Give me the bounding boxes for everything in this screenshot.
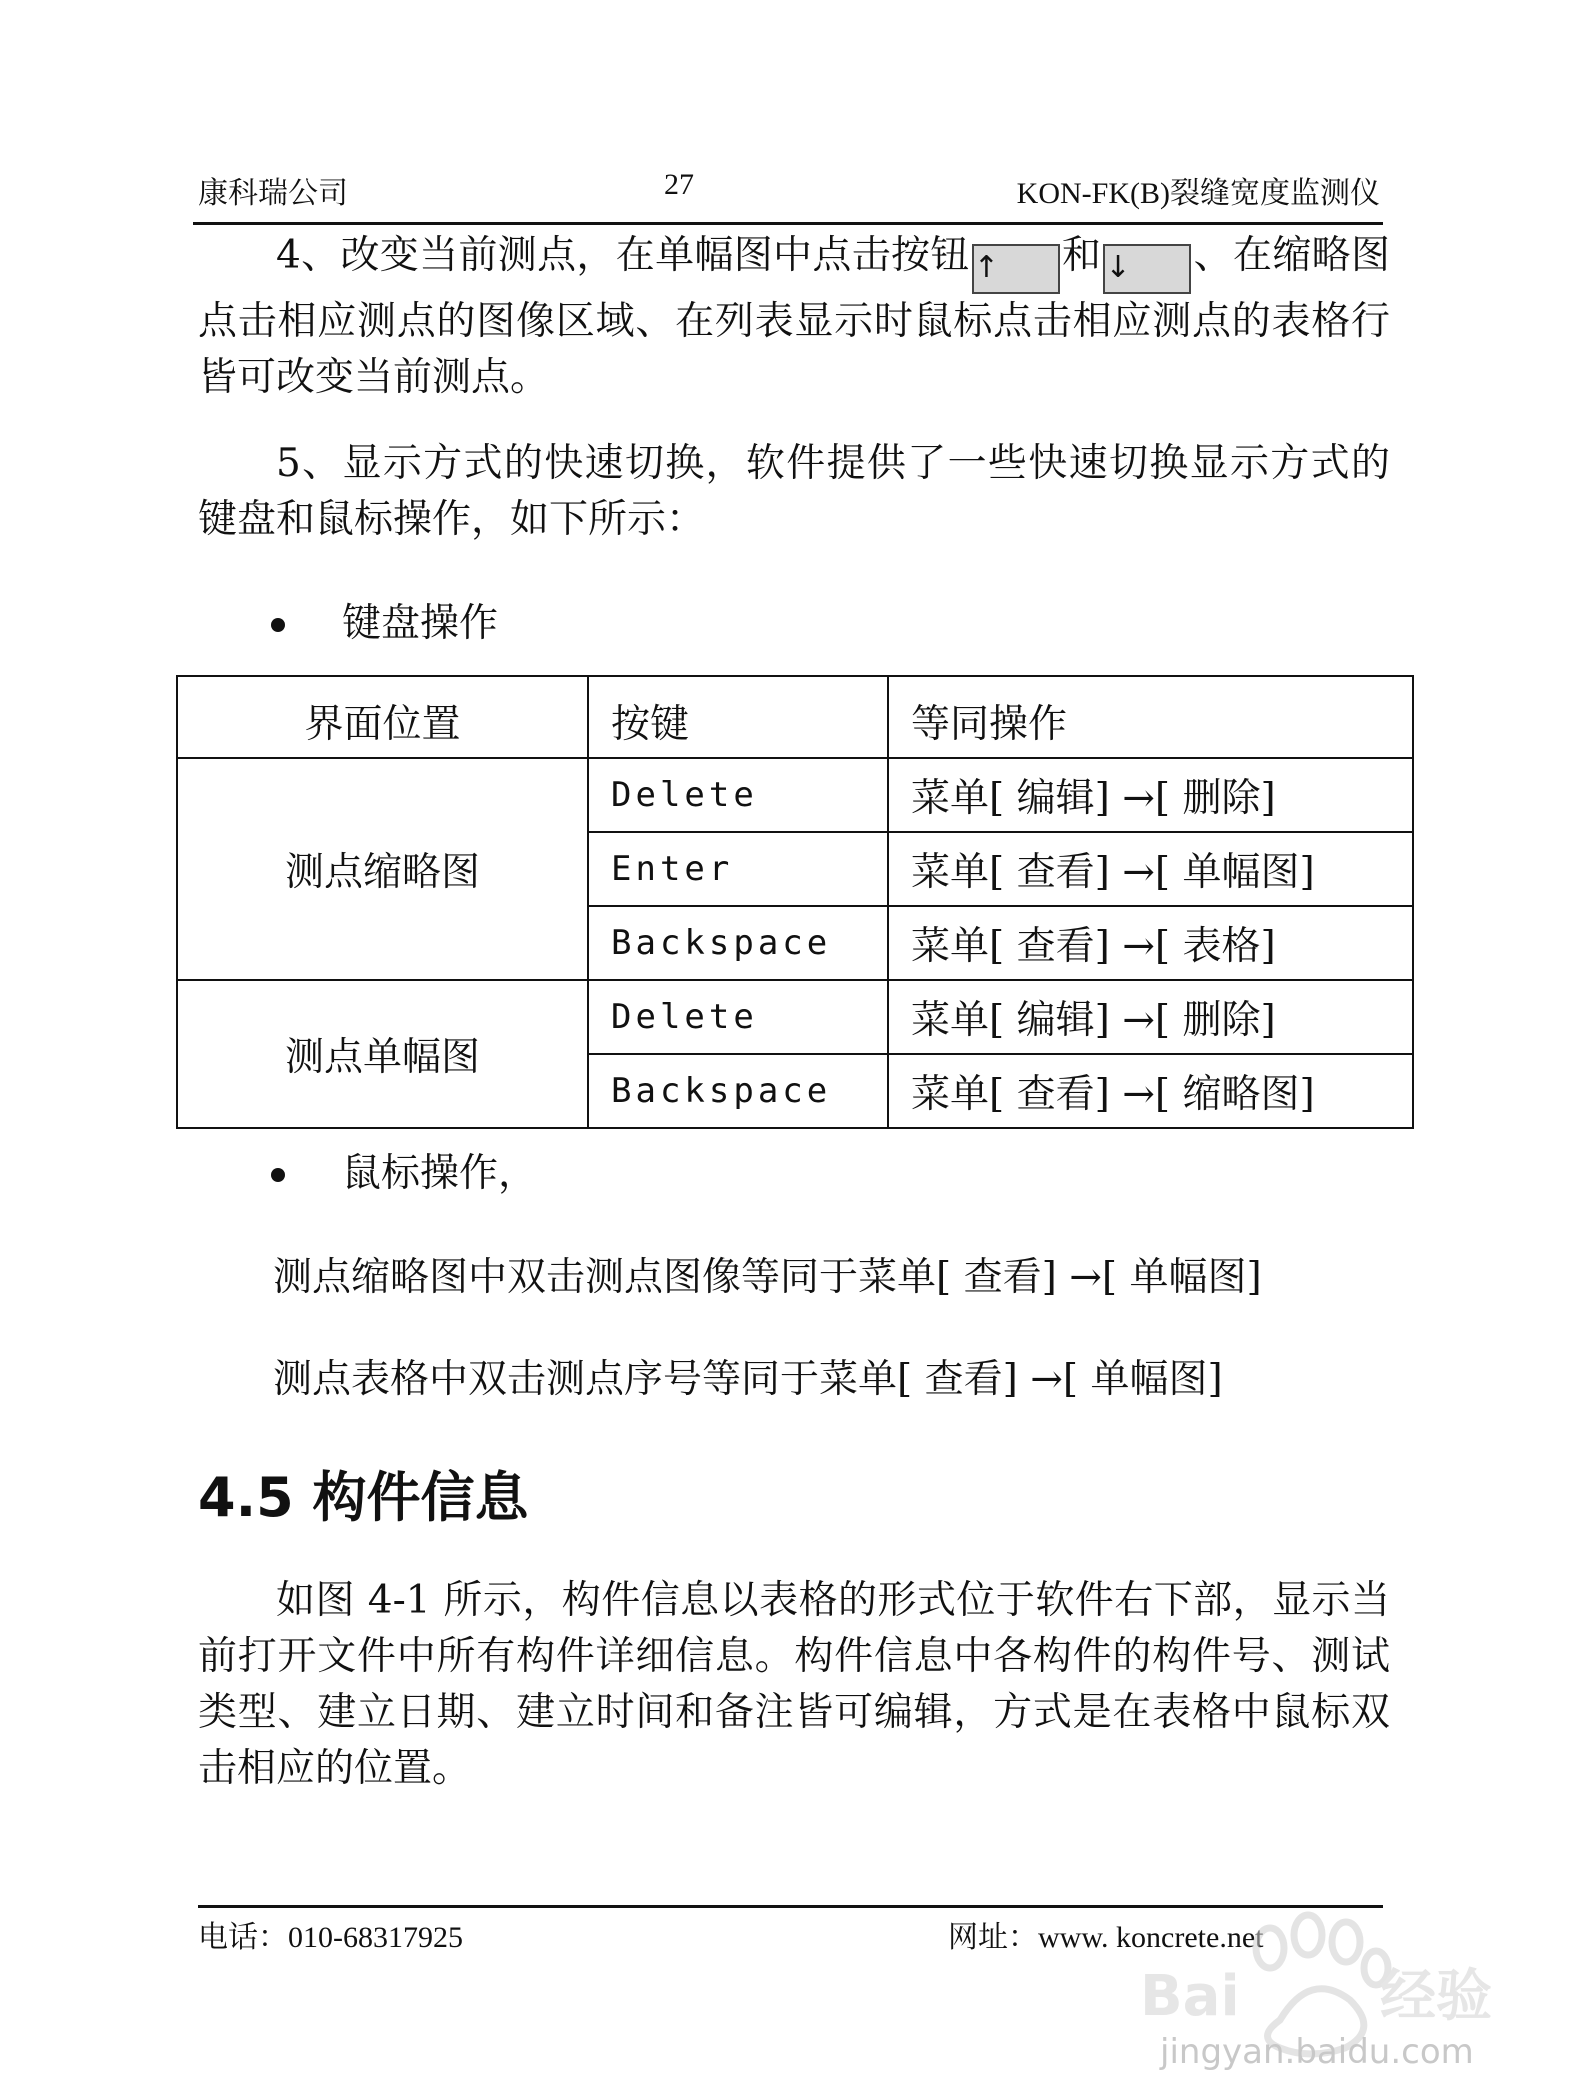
key-cell: Backspace xyxy=(588,1054,888,1128)
mouse-operation-line: 测点表格中双击测点序号等同于菜单[ 查看] →[ 单幅图] xyxy=(273,1357,1223,1402)
header-location: 界面位置 xyxy=(177,676,588,758)
footer-phone: 电话：010-68317925 xyxy=(198,1921,463,1954)
key-cell: Delete xyxy=(588,758,888,832)
action-cell: 菜单[ 查看] →[ 单幅图] xyxy=(888,832,1413,906)
location-cell: 测点单幅图 xyxy=(177,980,588,1128)
keyboard-shortcuts-table xyxy=(176,675,1414,1129)
footer-website: 网址：www. koncrete.net xyxy=(948,1921,1264,1954)
up-arrow-button[interactable]: ↑ xyxy=(972,244,1060,294)
action-cell: 菜单[ 查看] →[ 表格] xyxy=(888,906,1413,980)
mouse-operation-line: 测点缩略图中双击测点图像等同于菜单[ 查看] →[ 单幅图] xyxy=(273,1255,1262,1300)
header-action: 等同操作 xyxy=(888,676,1413,758)
header-rule xyxy=(193,222,1383,225)
header-product: KON-FK(B)裂缝宽度监测仪 xyxy=(1016,177,1380,210)
down-arrow-button[interactable]: ↓ xyxy=(1103,244,1191,294)
paragraph-4-text-a: 4、改变当前测点，在单幅图中点击按钮 xyxy=(276,233,970,278)
action-cell: 菜单[ 查看] →[ 缩略图] xyxy=(888,1054,1413,1128)
svg-text:Bai: Bai xyxy=(1140,1964,1240,2029)
key-cell: Backspace xyxy=(588,906,888,980)
action-cell: 菜单[ 编辑] →[ 删除] xyxy=(888,758,1413,832)
table-row xyxy=(177,758,1413,832)
paragraph-4-text-b: 、在缩略图点击相应测点的图像区域、在列表显示时鼠标点击相应测点的表格行皆可改变当前测点。 xyxy=(198,233,1390,400)
header-company: 康科瑞公司 xyxy=(198,177,348,210)
paragraph-4 xyxy=(198,228,1390,406)
paragraph-5: 5、显示方式的快速切换，软件提供了一些快速切换显示方式的键盘和鼠标操作，如下所示： xyxy=(198,441,1390,542)
paragraph-4-and: 和 xyxy=(1061,233,1102,278)
section-body: 如图 4-1 所示，构件信息以表格的形式位于软件右下部，显示当前打开文件中所有构件详细信息。构件信息中各构件的构件号、测试类型、建立日期、建立时间和备注皆可编辑，方式是在表格中鼠标双击相应的位置。 xyxy=(198,1578,1390,1791)
watermark-url: jingyan.baidu.com xyxy=(1160,2032,1474,2072)
location-cell: 测点缩略图 xyxy=(177,758,588,980)
section-heading: 4.5 构件信息 xyxy=(198,1466,529,1529)
action-cell: 菜单[ 编辑] →[ 删除] xyxy=(888,980,1413,1054)
key-cell: Enter xyxy=(588,832,888,906)
table-header-row xyxy=(177,676,1413,758)
mouse-bullet: 鼠标操作， xyxy=(342,1151,538,1196)
keyboard-bullet: 键盘操作 xyxy=(342,601,499,646)
bullet-dot-icon xyxy=(271,1168,285,1182)
header-key: 按键 xyxy=(588,676,888,758)
bullet-dot-icon xyxy=(271,618,285,632)
table-row xyxy=(177,980,1413,1054)
key-cell: Delete xyxy=(588,980,888,1054)
svg-text:经验: 经验 xyxy=(1380,1964,1492,2029)
page-number: 27 xyxy=(664,168,694,201)
